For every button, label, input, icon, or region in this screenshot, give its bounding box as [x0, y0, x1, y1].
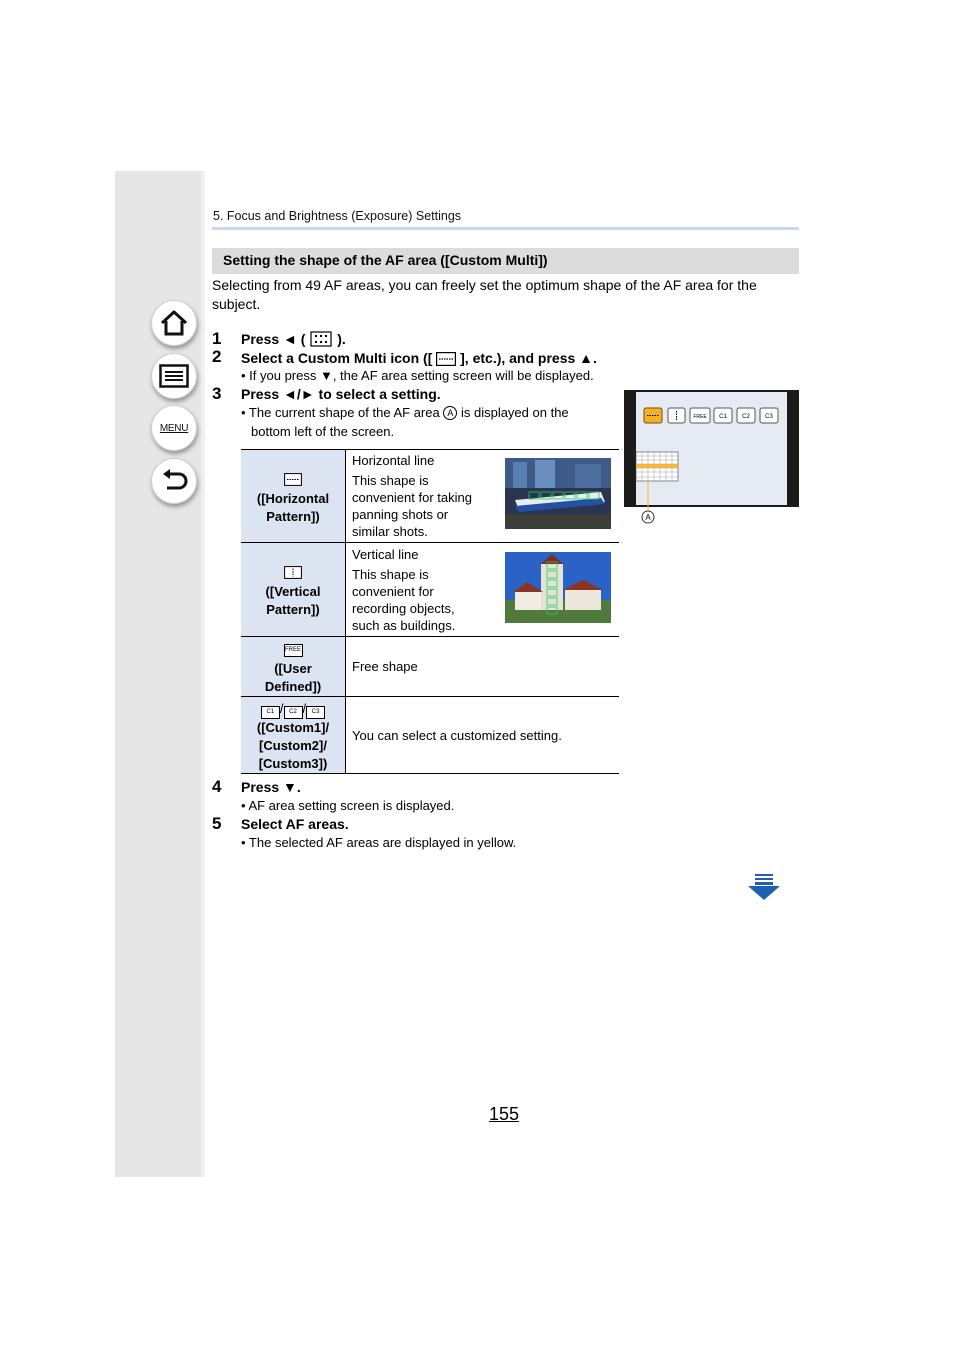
pattern-desc-line: This shape is — [352, 566, 429, 582]
custom3-icon: C3 — [306, 706, 325, 719]
af-pattern-table — [241, 449, 619, 774]
pattern-desc-cell — [346, 637, 620, 697]
pattern-label-line: ([Vertical — [265, 584, 321, 599]
step-4-bullet: • AF area setting screen is displayed. — [241, 798, 455, 813]
pattern-desc: You can select a customized setting. — [352, 727, 562, 743]
vertical-pattern-icon — [284, 566, 302, 579]
pattern-label-line: Pattern]) — [266, 602, 320, 617]
step-1-text-a: Press ◄ ( — [241, 331, 306, 347]
step-2-bullet: • If you press ▼, the AF area setting screen will be displayed. — [241, 368, 594, 383]
pattern-title: Horizontal line — [352, 453, 435, 468]
header-rule — [212, 227, 799, 230]
pattern-label-line: Pattern]) — [266, 508, 320, 524]
pattern-label-line: Defined]) — [264, 678, 322, 694]
step-5-text: Select AF areas. — [241, 816, 349, 832]
step-number: 4 — [212, 777, 222, 796]
screen-c3-icon: C3 — [765, 414, 773, 420]
page-number: 155 — [489, 1104, 520, 1124]
pattern-desc-cell — [346, 450, 620, 543]
pattern-label-line: ([User — [274, 660, 312, 676]
step-number: 3 — [212, 384, 222, 403]
pattern-desc-line: panning shots or — [352, 507, 449, 522]
pattern-title: Vertical line — [352, 546, 419, 562]
screen-c1-icon: C1 — [719, 414, 727, 420]
pattern-label-line: [Custom3]) — [258, 755, 328, 771]
menu-label: MENU — [159, 422, 189, 434]
step-3-bullet-b: is displayed on the — [460, 405, 569, 420]
building-photo — [505, 552, 611, 623]
section-title: Setting the shape of the AF area ([Custom Multi]) — [223, 252, 548, 268]
pattern-desc-line: similar shots. — [352, 524, 428, 539]
step-number: 5 — [212, 814, 222, 833]
home-button[interactable] — [151, 300, 197, 346]
pattern-label-cell — [241, 637, 346, 697]
menu-button[interactable] — [151, 405, 197, 451]
table-row — [241, 450, 619, 543]
step-3-bullet — [241, 405, 569, 420]
pattern-desc: Free shape — [352, 659, 418, 674]
table-row — [241, 637, 619, 697]
pattern-desc-cell — [346, 543, 620, 637]
custom2-icon: C2 — [284, 706, 303, 719]
screen-free-icon: FREE — [693, 414, 707, 420]
pattern-label-cell — [241, 450, 346, 543]
step-2-text — [241, 350, 597, 369]
pattern-label-line: ([Horizontal — [256, 490, 330, 506]
pattern-desc-line: such as buildings. — [352, 617, 456, 633]
pattern-desc-line: This shape is — [352, 473, 429, 488]
next-page-arrow-icon[interactable] — [747, 874, 781, 902]
custom1-icon: C1 — [261, 706, 280, 719]
step-number: 1 — [212, 329, 222, 348]
contents-button[interactable] — [151, 353, 197, 399]
horizontal-pattern-icon — [436, 352, 456, 369]
list-icon — [159, 364, 189, 388]
pattern-label-cell: C1 / C2 / C3 ([Custom1]/ [Custom2]/ [Custom3]) — [241, 697, 346, 774]
step-2-text-a: Select a Custom Multi icon ([ — [241, 350, 433, 366]
breadcrumb: 5. Focus and Brightness (Exposure) Settings — [213, 209, 462, 223]
step-5-bullet: • The selected AF areas are displayed in yellow. — [241, 835, 517, 850]
table-row — [241, 543, 619, 637]
step-4-text: Press ▼. — [241, 779, 301, 795]
step-number: 2 — [212, 347, 222, 366]
pattern-label-cell — [241, 543, 346, 637]
sidebar-edge — [201, 171, 205, 1177]
pattern-desc-line: recording objects, — [352, 600, 455, 616]
screen-c2-icon: C2 — [742, 414, 750, 420]
section-header — [212, 248, 799, 274]
home-icon — [159, 309, 189, 337]
pattern-label-line: [Custom2]/ — [259, 737, 327, 753]
step-3-text: Press ◄/► to select a setting. — [241, 386, 441, 402]
pattern-desc-cell — [346, 697, 620, 774]
callout-marker-a: A — [443, 406, 457, 420]
pattern-label-line: ([Custom1]/ — [256, 719, 330, 735]
free-shape-icon: FREE — [284, 644, 303, 657]
step-3-bullet-a: • The current shape of the AF area — [241, 405, 440, 420]
intro-paragraph: Selecting from 49 AF areas, you can freely set the optimum shape of the AF area for the subject. — [212, 277, 757, 312]
step-2-text-b: ], etc.), and press ▲. — [460, 350, 597, 366]
step-3-bullet-cont: bottom left of the screen. — [251, 424, 395, 439]
callout-label: A — [645, 513, 651, 522]
pattern-desc-line: convenient for taking — [352, 490, 472, 505]
step-1-text — [241, 331, 346, 350]
step-1-text-b: ). — [337, 331, 346, 347]
return-arrow-icon — [159, 468, 189, 494]
table-row — [241, 697, 619, 774]
af-custom-multi-icon — [310, 331, 332, 350]
af-area-grid — [636, 452, 678, 481]
pattern-desc-line: convenient for — [352, 583, 434, 599]
back-button[interactable] — [151, 458, 197, 504]
af-setting-screen — [624, 390, 799, 530]
horizontal-pattern-icon — [284, 473, 302, 486]
train-photo — [505, 458, 611, 529]
